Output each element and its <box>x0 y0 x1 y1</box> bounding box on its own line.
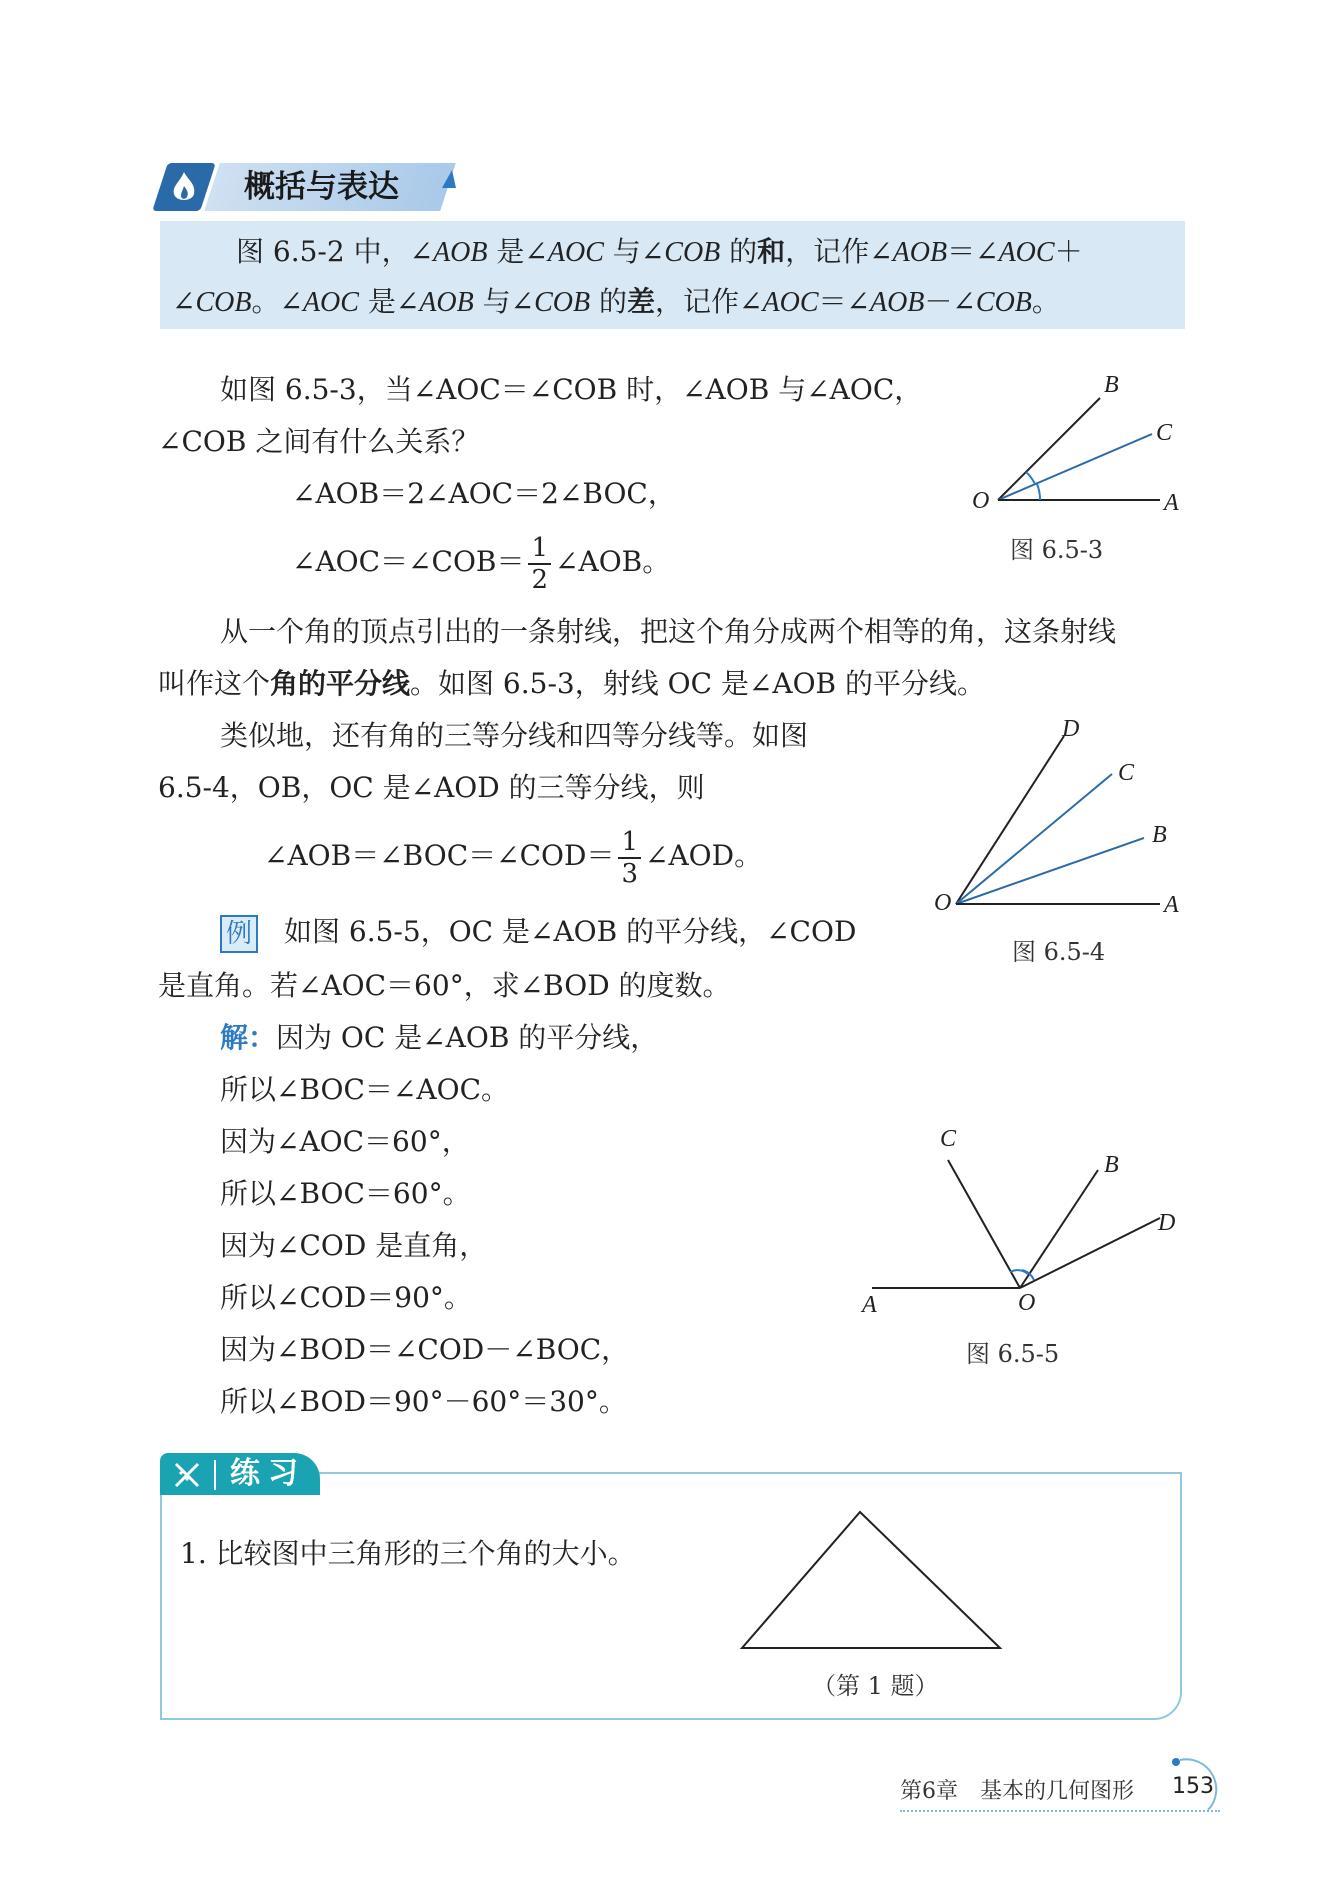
trisection-line-2: 6.5-4，OB，OC 是∠AOD 的三等分线，则 <box>158 771 705 804</box>
practice-title: 练习 <box>230 1456 306 1491</box>
label-O: O <box>972 488 990 514</box>
practice-triangle <box>738 1508 1006 1652</box>
section-title: 概括与表达 <box>244 169 399 205</box>
example-line-1: 例 如图 6.5-5，OC 是∠AOB 的平分线，∠COD <box>220 906 856 958</box>
equation-3: ∠AOB＝∠BOC＝∠COD＝ $\frac{1}{3}$ ∠AOD。 <box>264 826 763 889</box>
figure-caption-6-5-4: 图 6.5-4 <box>1012 938 1106 966</box>
summary-line-2: ∠COB。∠AOC 是∠AOB 与∠COB 的差，记作∠AOC＝∠AOB－∠COB。 <box>172 285 1060 318</box>
label-A: A <box>1164 490 1179 516</box>
solution-step-8: 所以∠BOD＝90°－60°＝30°。 <box>220 1385 627 1418</box>
label-B: B <box>1152 822 1167 848</box>
solution-step-4: 所以∠BOC＝60°。 <box>220 1177 471 1210</box>
figure-caption-6-5-5: 图 6.5-5 <box>966 1340 1060 1368</box>
label-B: B <box>1104 372 1119 398</box>
equation-1: ∠AOB＝2∠AOC＝2∠BOC， <box>292 477 676 510</box>
summary-line-1: 图 6.5-2 中，∠AOB 是∠AOC 与∠COB 的和，记作∠AOB＝∠AOC＋ <box>236 235 1083 268</box>
solution-label: 解： <box>220 1021 277 1054</box>
solution-step-1: 解：因为 OC 是∠AOB 的平分线， <box>220 1021 659 1054</box>
fraction-one-half: $\frac{1}{2}$ <box>528 535 551 593</box>
label-C: C <box>940 1126 957 1152</box>
example-line-2: 是直角。若∠AOC＝60°，求∠BOD 的度数。 <box>158 969 731 1002</box>
label-C: C <box>1118 760 1135 786</box>
example-badge: 例 <box>220 915 258 953</box>
label-O: O <box>1018 1290 1036 1316</box>
equation-2: ∠AOC＝∠COB＝ $\frac{1}{2}$ ∠AOB。 <box>292 532 671 595</box>
label-A: A <box>862 1292 877 1318</box>
practice-box <box>160 1472 1182 1720</box>
solution-step-5: 因为∠COD 是直角， <box>220 1229 488 1262</box>
question-line-2: ∠COB 之间有什么关系？ <box>158 425 480 458</box>
header-triangle-decoration <box>442 170 456 188</box>
footer-rule <box>900 1810 1220 1812</box>
definition-line-1: 从一个角的顶点引出的一条射线，把这个角分成两个相等的角，这条射线 <box>220 615 1117 648</box>
label-O: O <box>934 890 952 916</box>
footer-chapter: 第6章 基本的几何图形 <box>900 1779 1134 1804</box>
figure-6-5-4 <box>940 720 1180 920</box>
label-C: C <box>1156 420 1173 446</box>
practice-item-1: 1. 比较图中三角形的三个角的大小。 <box>180 1537 636 1570</box>
solution-step-2: 所以∠BOC＝∠AOC。 <box>220 1073 509 1106</box>
solution-step-3: 因为∠AOC＝60°， <box>220 1125 470 1158</box>
tab-divider <box>214 1460 216 1490</box>
figure-6-5-5 <box>860 1130 1180 1300</box>
pencil-ruler-icon <box>170 1458 204 1492</box>
page-number: 153 <box>1172 1774 1214 1799</box>
fraction-one-third: $\frac{1}{3}$ <box>618 829 641 887</box>
solution-step-6: 所以∠COD＝90°。 <box>220 1281 472 1314</box>
flame-icon <box>166 168 202 206</box>
label-D: D <box>1062 716 1080 742</box>
question-line-1: 如图 6.5-3，当∠AOC＝∠COB 时，∠AOB 与∠AOC， <box>220 373 923 406</box>
trisection-line-1: 类似地，还有角的三等分线和四等分线等。如图 <box>220 719 809 752</box>
label-D: D <box>1158 1210 1176 1236</box>
label-A: A <box>1164 892 1179 918</box>
figure-caption-6-5-3: 图 6.5-3 <box>1010 536 1104 564</box>
practice-caption: （第 1 题） <box>812 1672 939 1700</box>
page-number-arc <box>1168 1752 1228 1816</box>
label-B: B <box>1104 1152 1119 1178</box>
definition-line-2: 叫作这个角的平分线。如图 6.5-3，射线 OC 是∠AOB 的平分线。 <box>158 667 986 700</box>
solution-step-7: 因为∠BOD＝∠COD－∠BOC， <box>220 1333 630 1366</box>
